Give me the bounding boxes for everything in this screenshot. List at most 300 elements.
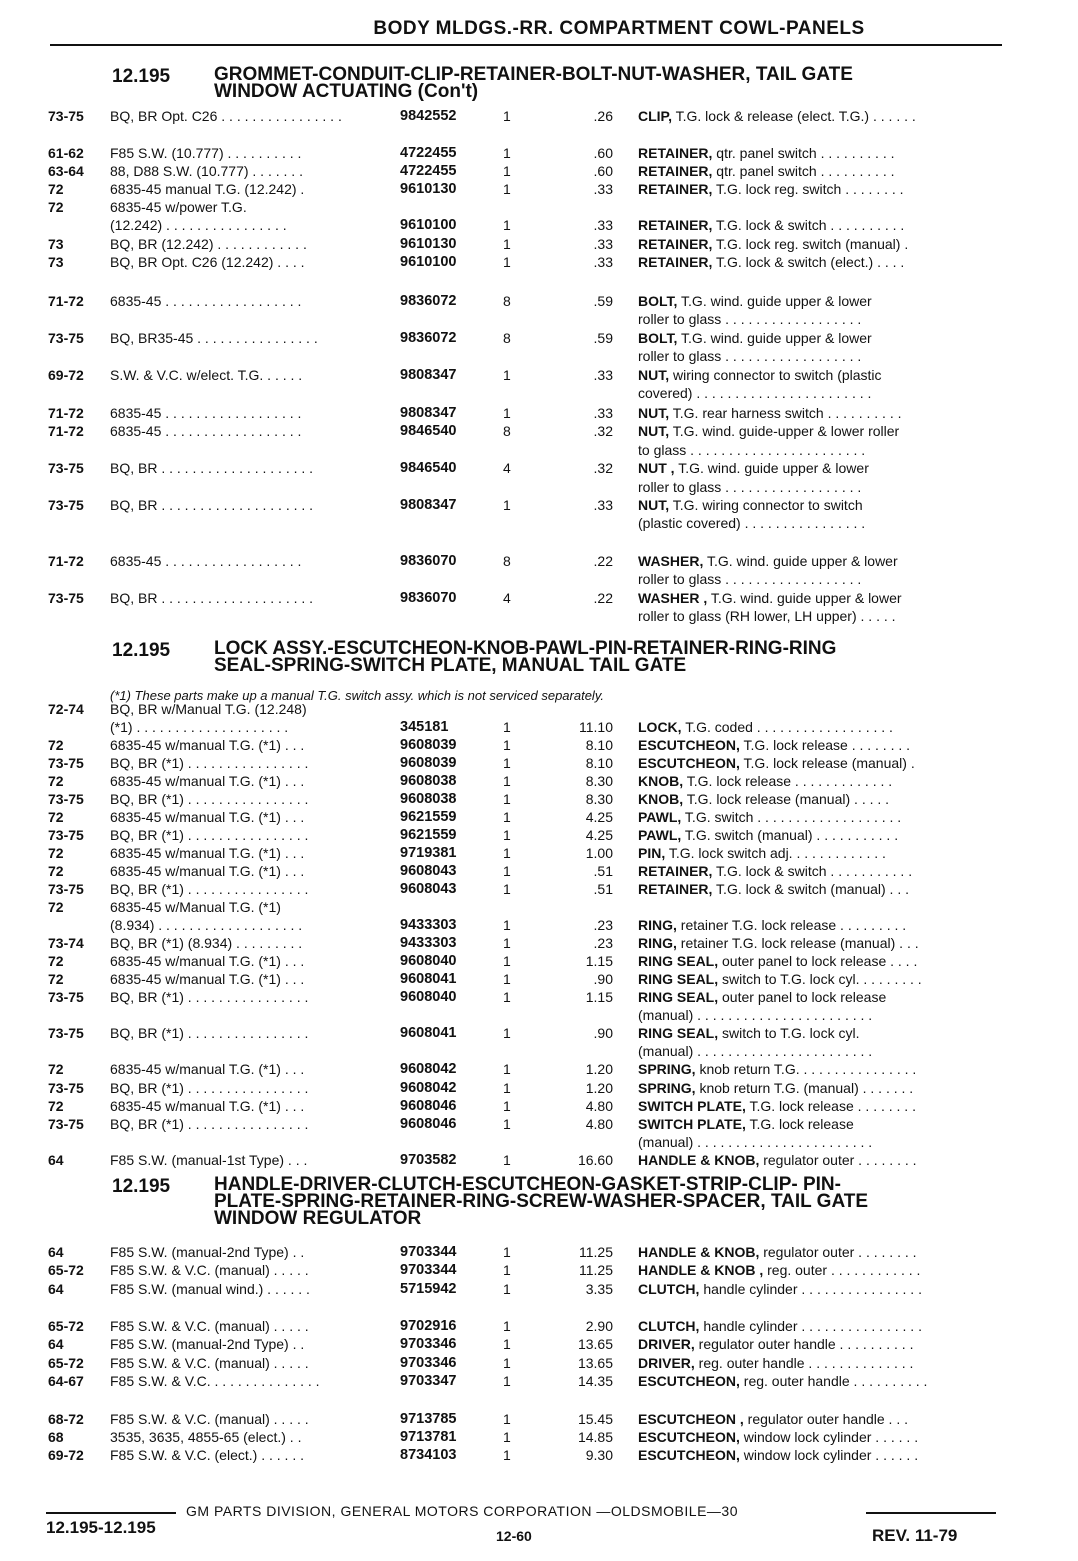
price: 14.85 [577,1429,613,1445]
part-detail: T.G. wind. guide upper & lower [707,590,902,606]
model-application: F85 S.W. & V.C. (manual) . . . . . [110,1355,309,1371]
price: .90 [593,971,613,987]
model-years: 73-75 [48,497,84,513]
part-row [0,217,1078,235]
quantity: 1 [503,1116,511,1132]
price: .90 [593,1025,613,1041]
quantity: 4 [503,460,511,476]
part-row [0,553,1078,571]
part-name: RETAINER, [638,163,713,179]
part-description [638,330,1000,346]
model-years: 68-72 [48,1411,84,1427]
part-detail: T.G. switch . . . . . . . . . . . . . . . . . . . [681,809,902,825]
model-application: BQ, BR . . . . . . . . . . . . . . . . . . . . [110,590,314,606]
price: .59 [593,293,613,309]
quantity: 1 [503,1447,511,1463]
part-description [638,791,1000,807]
part-number: 9608046 [400,1116,457,1132]
model-application: F85 S.W. & V.C. . . . . . . . . . . . . . . [110,1373,320,1389]
model-years: 65-72 [48,1355,84,1371]
price: 16.60 [577,1152,613,1168]
model-application: BQ, BR (*1) . . . . . . . . . . . . . . . . [110,1025,309,1041]
model-application: BQ, BR Opt. C26 . . . . . . . . . . . . . . . . [110,108,342,124]
part-description [638,827,1000,843]
part-detail: outer panel to lock release [718,989,887,1005]
quantity: 1 [503,1025,511,1041]
part-row [0,1116,1078,1134]
part-detail: T.G. wind. guide upper & lower [677,293,872,309]
part-description [638,1355,1000,1371]
part-description [638,293,1000,309]
part-row [0,460,1078,478]
part-description [638,1116,1000,1132]
part-number: 9836072 [400,293,457,309]
part-number: 9836070 [400,553,457,569]
quantity: 1 [503,1262,511,1278]
model-application: F85 S.W. (10.777) . . . . . . . . . . [110,145,302,161]
part-number: 345181 [400,719,449,735]
price: .22 [593,590,613,606]
part-row [0,1025,1078,1043]
part-name: WASHER, [638,553,704,569]
part-detail: T.G. switch (manual) . . . . . . . . . . . [681,827,899,843]
part-name: CLUTCH, [638,1281,700,1297]
quantity: 8 [503,553,511,569]
part-description [638,809,1000,825]
quantity: 1 [503,1429,511,1445]
quantity: 1 [503,405,511,421]
part-row [0,590,1078,608]
model-application: BQ, BR . . . . . . . . . . . . . . . . . . . . [110,460,314,476]
model-years: 72 [48,1098,64,1114]
part-number: 9608041 [400,971,457,987]
price: .33 [593,181,613,197]
part-name: NUT , [638,460,675,476]
quantity: 1 [503,1355,511,1371]
quantity: 1 [503,367,511,383]
model-application: 3535, 3635, 4855-65 (elect.) . . [110,1429,302,1445]
part-number: 9702916 [400,1318,457,1334]
price: .59 [593,330,613,346]
model-application: BQ, BR (*1) . . . . . . . . . . . . . . . . [110,881,309,897]
model-application: 6835-45 w/Manual T.G. (*1) [110,899,281,915]
part-row [0,515,1078,533]
model-application: BQ, BR (*1) . . . . . . . . . . . . . . . . [110,989,309,1005]
part-number: 9836070 [400,590,457,606]
part-number: 9703346 [400,1355,457,1371]
part-row [0,330,1078,348]
part-description [638,553,1000,569]
part-row [0,385,1078,403]
part-description [638,181,1000,197]
part-number: 9621559 [400,809,457,825]
quantity: 1 [503,989,511,1005]
part-row [0,108,1078,126]
part-row [0,367,1078,385]
part-row [0,989,1078,1007]
part-name: SWITCH PLATE, [638,1116,746,1132]
model-application: 6835-45 w/manual T.G. (*1) . . . [110,971,305,987]
part-row [0,423,1078,441]
part-description [638,935,1000,951]
model-application: F85 S.W. & V.C. (manual) . . . . . [110,1262,309,1278]
price: 11.10 [579,719,613,735]
part-description [638,719,1000,735]
price: 11.25 [579,1244,613,1260]
part-detail: regulator outer handle . . . . . . . . . . [694,1336,914,1352]
model-years: 73 [48,236,64,252]
part-row [0,442,1078,460]
part-row [0,737,1078,755]
price: 13.65 [577,1336,613,1352]
part-detail: T.G. lock switch adj. . . . . . . . . . . . . [665,845,886,861]
part-name: NUT, [638,497,670,513]
part-row [0,1244,1078,1262]
model-application: 6835-45 w/power T.G. [110,199,247,215]
part-name: RING SEAL, [638,989,719,1005]
model-application: F85 S.W. & V.C. (elect.) . . . . . . [110,1447,304,1463]
part-description [638,1447,1000,1463]
part-row [0,845,1078,863]
part-description [638,571,1000,587]
part-detail: T.G. lock & release (elect. T.G.) . . . . . . [671,108,916,124]
price: .26 [593,108,613,124]
part-detail: retainer T.G. lock release . . . . . . . . . [676,917,907,933]
part-description [638,737,1000,753]
part-row [0,479,1078,497]
quantity: 1 [503,755,511,771]
part-name: KNOB, [638,773,684,789]
part-name: RING, [638,917,677,933]
part-detail: T.G. wiring connector to switch [669,497,863,513]
price: .60 [593,163,613,179]
part-number: 9808347 [400,405,457,421]
part-number: 9713781 [400,1429,457,1445]
model-application: 6835-45 . . . . . . . . . . . . . . . . . . [110,423,302,439]
part-row [0,701,1078,719]
quantity: 1 [503,217,511,233]
part-description [638,1429,1000,1445]
model-application: (8.934) . . . . . . . . . . . . . . . . . . . [110,917,303,933]
part-description [638,1134,1000,1150]
part-number: 9608038 [400,791,457,807]
part-row [0,917,1078,935]
part-number: 9846540 [400,460,457,476]
quantity: 1 [503,145,511,161]
part-detail: roller to glass . . . . . . . . . . . . . . . . . . [638,348,862,364]
part-description [638,1152,1000,1168]
part-row [0,935,1078,953]
model-years: 72 [48,971,64,987]
part-detail: (manual) . . . . . . . . . . . . . . . . . . . . . . . [638,1007,873,1023]
part-detail: window lock cylinder . . . . . . [739,1447,919,1463]
section-number: 12.195 [112,66,171,87]
part-description [638,917,1000,933]
model-years: 72 [48,181,64,197]
part-row [0,881,1078,899]
model-years: 69-72 [48,1447,84,1463]
part-detail: T.G. lock release (manual) . [739,755,915,771]
section-title: GROMMET-CONDUIT-CLIP-RETAINER-BOLT-NUT-WASHER, TAIL GATE WINDOW ACTUATING (Con't) [214,64,853,102]
part-detail: T.G. lock release [745,1116,854,1132]
part-row [0,145,1078,163]
model-years: 71-72 [48,553,84,569]
model-years: 64 [48,1244,64,1260]
part-detail: T.G. lock release (manual) . . . . . [683,791,890,807]
model-years: 72-74 [48,701,84,717]
part-detail: reg. outer . . . . . . . . . . . . [763,1262,921,1278]
model-application: 6835-45 w/manual T.G. (*1) . . . [110,845,305,861]
part-description [638,385,1000,401]
price: .33 [593,254,613,270]
price: 8.10 [585,737,613,753]
part-description [638,217,1000,233]
part-detail: roller to glass . . . . . . . . . . . . . . . . . . [638,311,862,327]
part-detail: T.G. lock release . . . . . . . . [739,737,911,753]
part-row [0,755,1078,773]
part-detail: reg. outer handle . . . . . . . . . . [739,1373,928,1389]
price: .60 [593,145,613,161]
part-description [638,460,1000,476]
part-row [0,899,1078,917]
model-application: BQ, BR (*1) . . . . . . . . . . . . . . . . [110,791,309,807]
part-detail: T.G. rear harness switch . . . . . . . . . . [669,405,902,421]
part-detail: knob return T.G. . . . . . . . . . . . . . . . [695,1061,917,1077]
part-description [638,755,1000,771]
part-detail: T.G. lock release . . . . . . . . . . . . . [683,773,893,789]
model-application: 6835-45 w/manual T.G. (*1) . . . [110,773,305,789]
footer-page-number: 12-60 [496,1528,532,1544]
part-detail: T.G. wind. guide upper & lower [677,330,872,346]
part-description [638,1336,1000,1352]
part-name: RING SEAL, [638,1025,719,1041]
part-description [638,1098,1000,1114]
model-application: (12.242) . . . . . . . . . . . . . . . . [110,217,287,233]
part-row [0,1336,1078,1354]
part-detail: roller to glass . . . . . . . . . . . . . . . . . . [638,479,862,495]
quantity: 1 [503,881,511,897]
quantity: 1 [503,827,511,843]
part-detail: regulator outer . . . . . . . . [759,1152,917,1168]
part-name: RETAINER, [638,236,713,252]
part-detail: T.G. lock & switch (manual) . . . [712,881,909,897]
section-note: (*1) These parts make up a manual T.G. switch assy. which is not serviced separately. [110,688,604,703]
part-description [638,590,1000,606]
quantity: 1 [503,971,511,987]
part-row [0,953,1078,971]
part-description [638,405,1000,421]
price: .33 [593,217,613,233]
part-name: BOLT, [638,330,678,346]
part-description [638,971,1000,987]
part-name: NUT, [638,367,670,383]
model-years: 65-72 [48,1318,84,1334]
model-years: 73-75 [48,1116,84,1132]
part-description [638,1411,1000,1427]
footer-revision: REV. 11-79 [872,1526,958,1545]
model-application: F85 S.W. & V.C. (manual) . . . . . [110,1411,309,1427]
price: .33 [593,405,613,421]
part-row [0,1152,1078,1170]
part-detail: T.G. lock & switch (elect.) . . . . [712,254,905,270]
part-row [0,254,1078,272]
part-description [638,1061,1000,1077]
part-row [0,971,1078,989]
part-number: 9608040 [400,953,457,969]
part-name: RETAINER, [638,863,713,879]
model-application: 6835-45 . . . . . . . . . . . . . . . . . . [110,553,302,569]
price: 4.25 [585,809,613,825]
part-description [638,773,1000,789]
quantity: 8 [503,293,511,309]
part-detail: (manual) . . . . . . . . . . . . . . . . . . . . . . . [638,1043,873,1059]
model-application: BQ, BR (*1) . . . . . . . . . . . . . . . . [110,827,309,843]
part-detail: T.G. lock reg. switch (manual) . [712,236,909,252]
part-description [638,1262,1000,1278]
part-row [0,1061,1078,1079]
part-number: 9842552 [400,108,457,124]
model-years: 65-72 [48,1262,84,1278]
part-row [0,1355,1078,1373]
price: 13.65 [577,1355,613,1371]
model-application: S.W. & V.C. w/elect. T.G. . . . . . [110,367,303,383]
part-number: 4722455 [400,163,457,179]
model-years: 73-75 [48,881,84,897]
quantity: 1 [503,254,511,270]
model-application: 88, D88 S.W. (10.777) . . . . . . . [110,163,303,179]
part-name: ESCUTCHEON, [638,737,740,753]
part-name: RING SEAL, [638,953,719,969]
model-years: 71-72 [48,423,84,439]
price: .32 [593,460,613,476]
model-application: F85 S.W. & V.C. (manual) . . . . . [110,1318,309,1334]
model-application: F85 S.W. (manual-2nd Type) . . [110,1336,305,1352]
model-years: 64 [48,1281,64,1297]
part-number: 9808347 [400,367,457,383]
part-description [638,608,1000,624]
part-description [638,254,1000,270]
part-description [638,348,1000,364]
price: 4.80 [585,1116,613,1132]
part-description [638,989,1000,1005]
footer-section-range: 12.195-12.195 [46,1518,156,1537]
part-name: BOLT, [638,293,678,309]
part-description [638,1318,1000,1334]
model-application: (*1) . . . . . . . . . . . . . . . . . . . . [110,719,289,735]
part-number: 9608040 [400,989,457,1005]
price: 1.20 [585,1080,613,1096]
model-years: 73-75 [48,791,84,807]
part-row [0,181,1078,199]
model-years: 68 [48,1429,64,1445]
price: 1.00 [585,845,613,861]
part-name: ESCUTCHEON, [638,1429,740,1445]
part-row [0,608,1078,626]
price: .22 [593,553,613,569]
part-detail: T.G. lock release . . . . . . . . [745,1098,916,1114]
part-name: PAWL, [638,809,682,825]
model-years: 73-74 [48,935,84,951]
part-row [0,236,1078,254]
price: 8.30 [585,773,613,789]
model-application: 6835-45 w/manual T.G. (*1) . . . [110,1098,305,1114]
quantity: 1 [503,863,511,879]
quantity: 1 [503,1281,511,1297]
section-title: LOCK ASSY.-ESCUTCHEON-KNOB-PAWL-PIN-RETAINER-RING-RING SEAL-SPRING-SWITCH PLATE, MANUAL TAIL GATE [214,638,837,676]
part-name: ESCUTCHEON, [638,1373,740,1389]
part-detail: wiring connector to switch (plastic [669,367,882,383]
part-number: 9608039 [400,737,457,753]
part-description [638,1080,1000,1096]
quantity: 1 [503,1061,511,1077]
part-number: 9608043 [400,863,457,879]
part-name: SPRING, [638,1061,696,1077]
part-detail: outer panel to lock release . . . . [718,953,918,969]
model-application: BQ, BR (*1) . . . . . . . . . . . . . . . . [110,1116,309,1132]
model-years: 64-67 [48,1373,84,1389]
model-application: F85 S.W. (manual-2nd Type) . . [110,1244,305,1260]
part-name: WASHER , [638,590,708,606]
part-detail: (plastic covered) . . . . . . . . . . . . . . . . [638,515,866,531]
model-years: 73-75 [48,755,84,771]
part-detail: T.G. lock & switch . . . . . . . . . . . [712,863,913,879]
quantity: 1 [503,845,511,861]
section-number: 12.195 [112,640,171,661]
model-years: 61-62 [48,145,84,161]
part-number: 9433303 [400,935,457,951]
part-number: 9608041 [400,1025,457,1041]
part-detail: handle cylinder . . . . . . . . . . . . . . . . [699,1281,922,1297]
part-number: 9610100 [400,254,457,270]
model-years: 73-75 [48,989,84,1005]
section-number: 12.195 [112,1176,171,1197]
price: .33 [593,236,613,252]
part-number: 9719381 [400,845,457,861]
model-application: 6835-45 w/manual T.G. (*1) . . . [110,953,305,969]
part-name: RETAINER, [638,145,713,161]
part-number: 9608038 [400,773,457,789]
model-application: BQ, BR (*1) (8.934) . . . . . . . . . [110,935,303,951]
part-detail: switch to T.G. lock cyl. . . . . . . . . [718,971,922,987]
model-application: BQ, BR (*1) . . . . . . . . . . . . . . . . [110,755,309,771]
part-detail: T.G. lock & switch . . . . . . . . . . [712,217,905,233]
quantity: 1 [503,809,511,825]
part-description [638,953,1000,969]
quantity: 1 [503,1411,511,1427]
part-number: 9610100 [400,217,457,233]
part-detail: qtr. panel switch . . . . . . . . . . [712,163,895,179]
quantity: 8 [503,423,511,439]
part-name: DRIVER, [638,1355,695,1371]
quantity: 1 [503,773,511,789]
price: .32 [593,423,613,439]
part-name: ESCUTCHEON, [638,1447,740,1463]
part-row [0,1080,1078,1098]
footer-rule-right [866,1512,996,1514]
part-description [638,423,1000,439]
part-detail: qtr. panel switch . . . . . . . . . . [712,145,895,161]
price: .23 [593,935,613,951]
quantity: 1 [503,236,511,252]
model-application: BQ, BR Opt. C26 (12.242) . . . . [110,254,305,270]
part-detail: switch to T.G. lock cyl. [718,1025,860,1041]
part-row [0,827,1078,845]
part-name: RETAINER, [638,254,713,270]
model-years: 73-75 [48,330,84,346]
part-description [638,236,1000,252]
part-description [638,1043,1000,1059]
part-name: KNOB, [638,791,684,807]
